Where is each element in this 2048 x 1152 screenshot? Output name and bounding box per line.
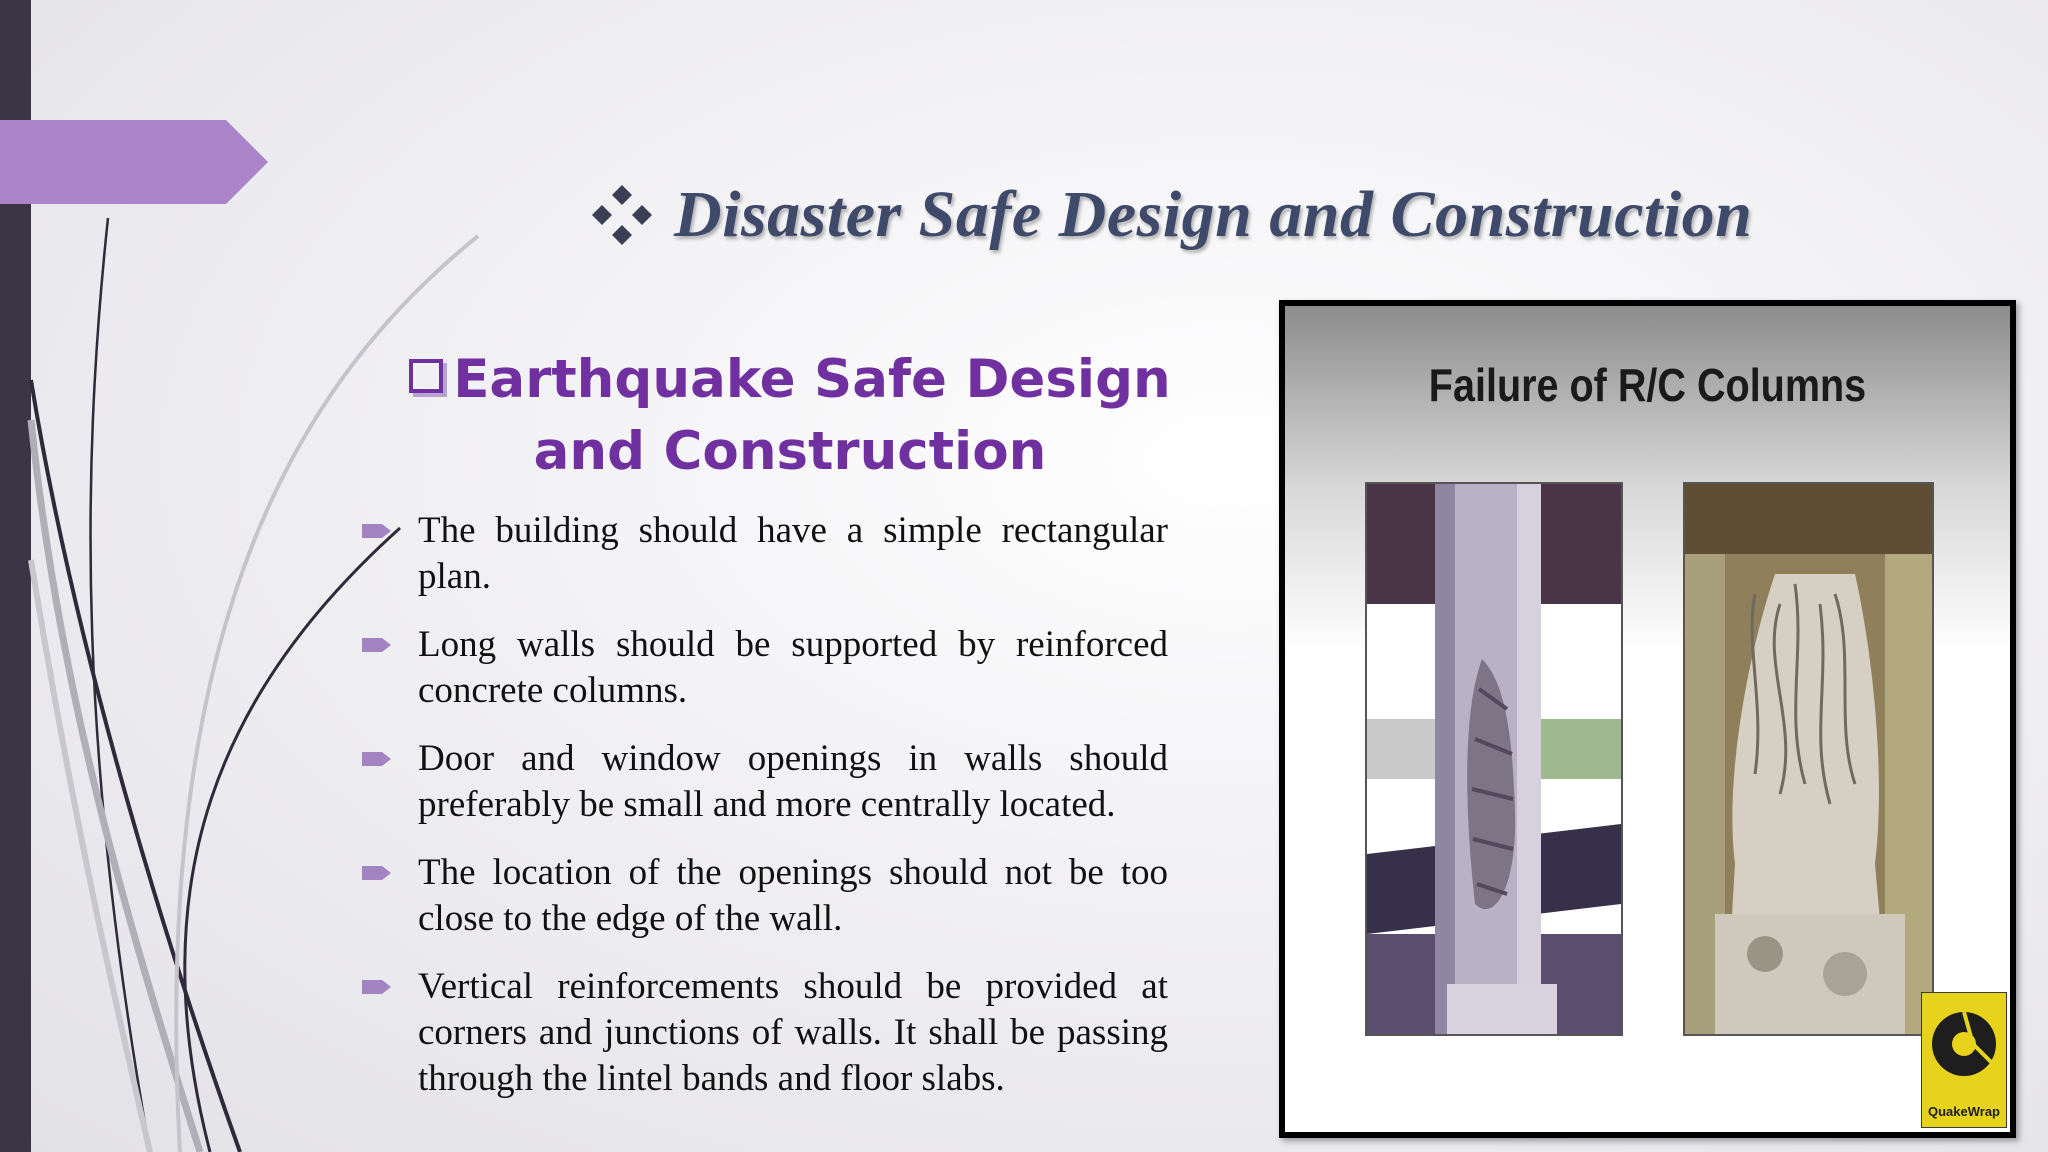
logo-text: QuakeWrap [1927, 1104, 2001, 1119]
cracked-column-photo [1365, 482, 1623, 1036]
arrow-bullet-icon [362, 864, 392, 882]
list-item [358, 622, 1168, 714]
arrow-bullet-icon [362, 522, 392, 540]
subheading-text: Earthquake Safe Design and Construction [453, 349, 1171, 482]
bullet-text: The location of the openings should not be too close to the edge of the wall. [418, 852, 1168, 939]
list-item [358, 736, 1168, 828]
slide-title: Disaster Safe Design and Construction [674, 178, 1753, 251]
arrow-bullet-icon [362, 750, 392, 768]
bullet-text: Vertical reinforcements should be provided at corners and junctions of walls. It shall be passing through the lintel bands and floor slabs. [418, 966, 1168, 1099]
list-item [358, 508, 1168, 600]
arrow-bullet-icon [362, 978, 392, 996]
list-item [358, 850, 1168, 942]
four-diamond-icon [590, 183, 654, 247]
image-caption: Failure of R/C Columns [1428, 359, 1867, 411]
bullet-list [358, 508, 1168, 1124]
slide-title-row [590, 170, 1810, 260]
list-item [358, 964, 1168, 1102]
bullet-text: Long walls should be supported by reinforced concrete columns. [418, 624, 1168, 711]
subheading [400, 344, 1180, 488]
arrow-bullet-icon [362, 636, 392, 654]
bullet-text: Door and window openings in walls should preferably be small and more centrally located. [418, 738, 1168, 825]
checkbox-icon [409, 359, 443, 393]
crushed-column-photo [1683, 482, 1934, 1036]
quakewrap-logo [1921, 992, 2007, 1128]
bullet-text: The building should have a simple rectangular plan. [418, 510, 1168, 597]
column-failure-image [1279, 300, 2016, 1138]
